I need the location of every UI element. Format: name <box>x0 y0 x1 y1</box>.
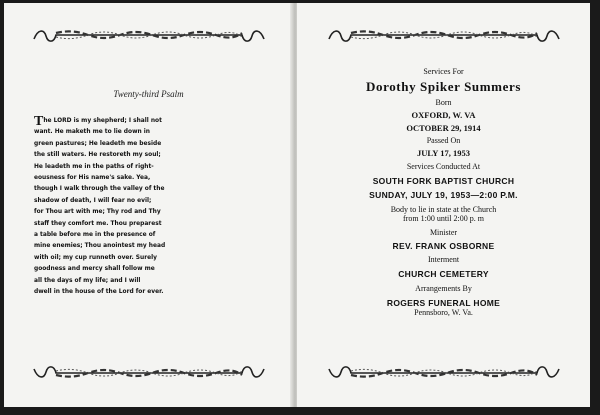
ribbon-ornament-icon <box>32 27 266 43</box>
funeral-home-location: Pennsboro, W. Va. <box>414 308 473 317</box>
deceased-name: Dorothy Spiker Summers <box>365 79 521 94</box>
minister-name: REV. FRANK OSBORNE <box>392 241 495 251</box>
passed-date: JULY 17, 1953 <box>417 148 470 158</box>
psalm-line: all the days of my life; and I will <box>34 277 141 284</box>
psalm-line: want. He maketh me to lie down in <box>34 129 150 136</box>
psalm-title: Twenty-third Psalm <box>113 89 184 99</box>
right-page <box>297 3 590 407</box>
psalm-line: goodness and mercy shall follow me <box>34 266 155 273</box>
ribbon-ornament-icon <box>32 363 266 379</box>
passed-label: Passed On <box>426 136 461 145</box>
ribbon-ornament-icon <box>327 363 561 379</box>
psalm-line: for Thou art with me; Thy rod and Thy <box>34 209 161 216</box>
born-place: OXFORD, W. VA <box>411 110 476 120</box>
psalm-text <box>34 116 260 299</box>
services-for-label: Services For <box>423 67 464 76</box>
psalm-line: shadow of death, I will fear no evil; <box>34 197 152 204</box>
born-date: OCTOBER 29, 1914 <box>406 123 481 133</box>
psalm-line: mine enemies; Thou anointest my head <box>34 243 166 250</box>
psalm-line: The LORD is my shepherd; I shall not <box>34 114 162 129</box>
service-datetime: SUNDAY, JULY 19, 1953—2:00 P.M. <box>369 190 518 200</box>
psalm-line: a table before me in the presence of <box>34 232 156 239</box>
psalm-line: staff they comfort me. Thou preparest <box>34 220 162 227</box>
psalm-line: though I walk through the valley of the <box>34 186 165 193</box>
cemetery-name: CHURCH CEMETERY <box>398 269 489 279</box>
psalm-line: He leadeth me in the paths of right- <box>34 163 154 170</box>
born-label: Born <box>435 98 452 107</box>
lie-in-state-line-2: from 1:00 until 2:00 p. m <box>403 214 484 223</box>
lie-in-state-line-1: Body to lie in state at the Church <box>390 205 497 214</box>
interment-label: Interment <box>427 255 460 264</box>
psalm-line: with oil; my cup runneth over. Surely <box>34 254 157 261</box>
church-name: SOUTH FORK BAPTIST CHURCH <box>372 176 515 186</box>
services-conducted-label: Services Conducted At <box>406 162 481 171</box>
arrangements-label: Arrangements By <box>415 284 472 293</box>
service-details <box>297 67 590 317</box>
psalm-line: dwell in the house of the Lord for ever. <box>34 289 164 296</box>
psalm-line: the still waters. He restoreth my soul; <box>34 152 161 159</box>
psalm-line: eousness for His name's sake. Yea, <box>34 175 151 182</box>
left-page <box>4 3 294 407</box>
minister-label: Minister <box>429 228 458 237</box>
funeral-home-name: ROGERS FUNERAL HOME <box>386 298 501 308</box>
ribbon-ornament-icon <box>327 27 561 43</box>
psalm-drop-cap: T <box>34 114 44 129</box>
psalm-line: green pastures; He leadeth me beside <box>34 140 162 147</box>
